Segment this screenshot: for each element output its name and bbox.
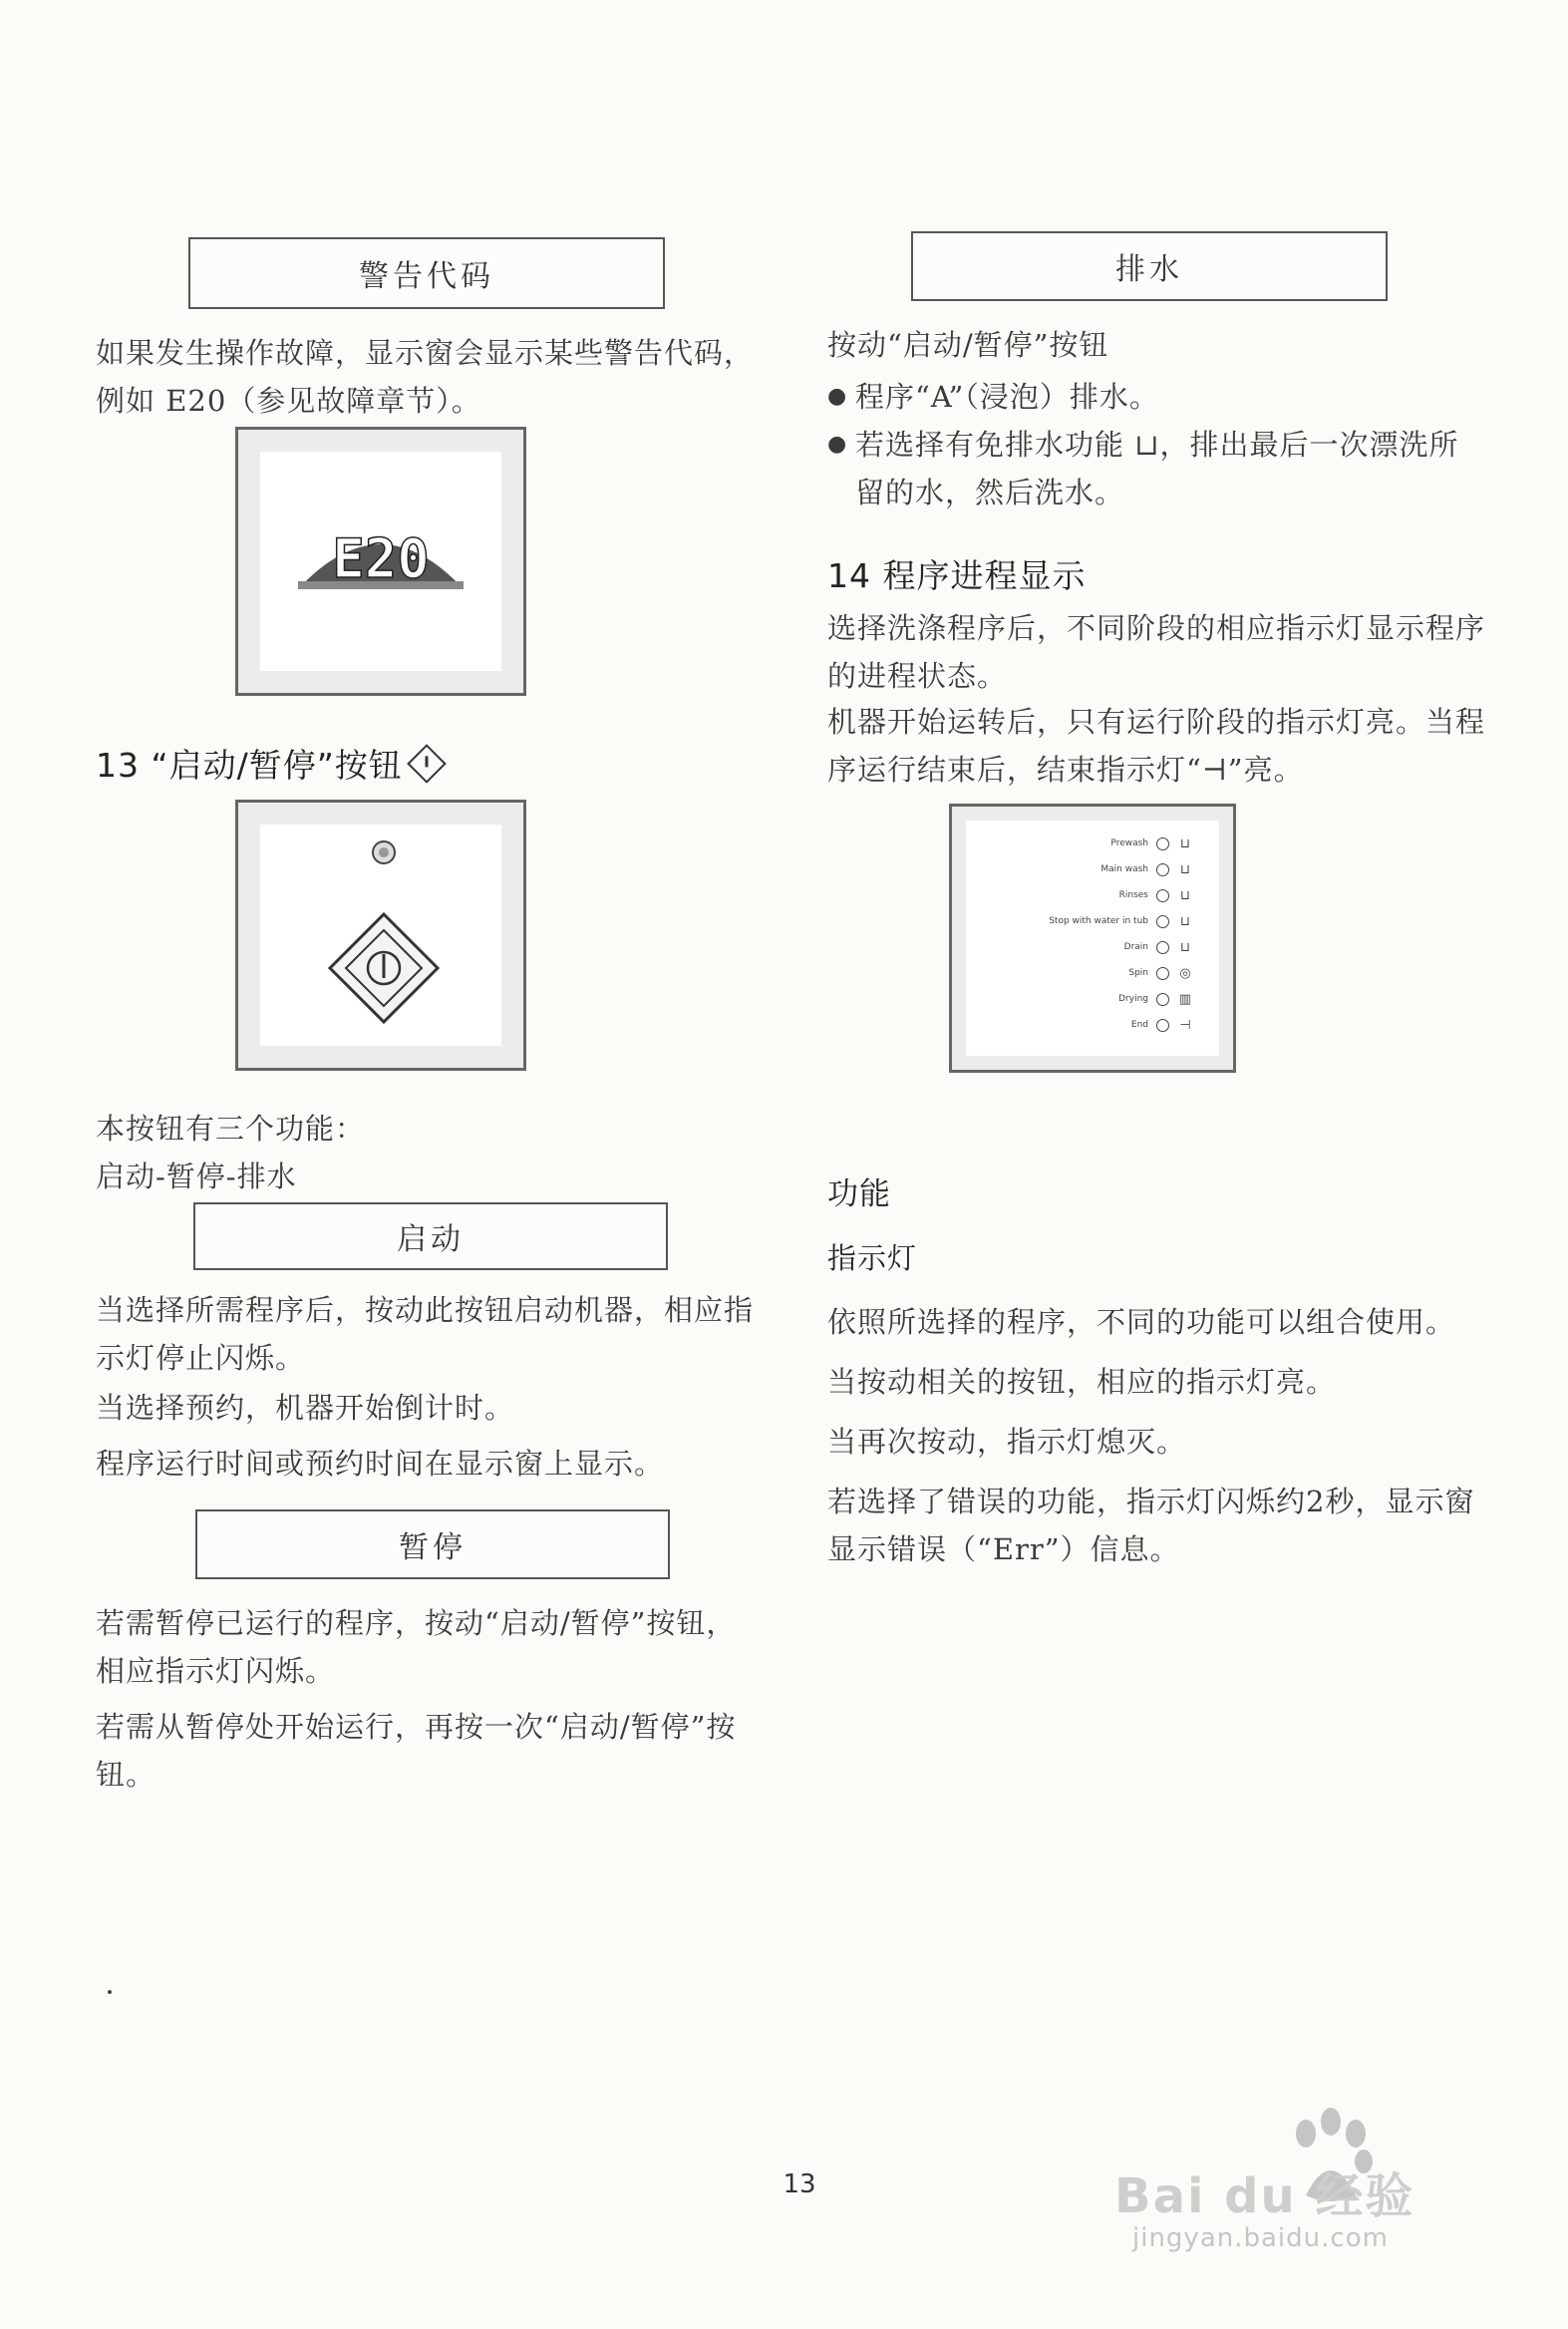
start-paragraph-2: 当选择预约，机器开始倒计时。 — [96, 1391, 515, 1425]
start-title-box — [193, 1202, 668, 1270]
button-functions-intro — [96, 1105, 694, 1200]
drain-bullet-list — [827, 373, 1485, 516]
baidu-watermark-logo-text: Bai du 经验 — [1114, 2168, 1415, 2224]
light-row-rinses — [1119, 886, 1193, 904]
indicator-light-icon — [1156, 941, 1169, 954]
button-functions-intro-line2: 启动-暂停-排水 — [96, 1160, 297, 1193]
function-paragraph-2: 当按动相关的按钮，相应的指示灯亮。 — [827, 1365, 1337, 1399]
pause-paragraph-2: 若需从暂停处开始运行，再按一次“启动/暂停”按钮。 — [96, 1710, 737, 1792]
indicator-light-icon — [1156, 837, 1169, 850]
drain-bullet-2 — [827, 421, 1485, 516]
drain-intro: 按动“启动/暂停”按钮 — [827, 328, 1109, 362]
light-label-end: End — [1130, 1020, 1148, 1030]
rinse-hold-icon: ⊔ — [1179, 913, 1191, 929]
start-title: 启动 — [397, 1222, 465, 1257]
drying-icon: ▥ — [1178, 991, 1192, 1007]
prewash-icon: ⊔ — [1179, 835, 1191, 851]
progress-paragraph-2: 机器开始运转后，只有运行阶段的指示灯亮。当程序运行结束后，结束指示灯“⊣”亮。 — [827, 705, 1486, 787]
indicator-light-icon — [1156, 967, 1169, 980]
e20-display-figure — [235, 427, 526, 696]
drain-icon: ⊔ — [1179, 939, 1191, 955]
warning-codes-title: 警告代码 — [359, 259, 494, 294]
light-label-drying: Drying — [1118, 994, 1148, 1004]
program-progress-panel — [949, 804, 1236, 1073]
page-number: 13 — [783, 2169, 816, 2199]
indicator-light-icon — [1156, 889, 1169, 902]
rinses-icon: ⊔ — [1179, 887, 1191, 903]
light-row-drying — [1118, 990, 1193, 1008]
pause-title-box — [195, 1509, 670, 1579]
start-pause-icon — [407, 744, 447, 784]
indicator-light-heading: 指示灯 — [827, 1241, 918, 1275]
function-paragraph-1: 依照所选择的程序，不同的功能可以组合使用。 — [827, 1305, 1456, 1339]
start-pause-button-graphic — [238, 803, 523, 1068]
warning-codes-title-box — [188, 237, 665, 309]
indicator-light-icon — [1156, 915, 1169, 928]
light-label-main-wash: Main wash — [1100, 864, 1148, 874]
light-label-spin: Spin — [1128, 968, 1148, 978]
end-icon: ⊣ — [1179, 1017, 1191, 1033]
section-13-heading — [96, 740, 441, 787]
light-label-rinses: Rinses — [1118, 890, 1148, 900]
light-row-rinse-hold — [1049, 912, 1193, 930]
indicator-light-icon — [1156, 1019, 1169, 1032]
function-paragraph-3: 当再次按动，指示灯熄灭。 — [827, 1425, 1187, 1459]
light-label-prewash: Prewash — [1110, 838, 1148, 848]
drain-title-box — [911, 231, 1388, 301]
start-pause-icon-bar — [425, 756, 428, 767]
indicator-light-icon — [1156, 993, 1169, 1006]
start-pause-button-figure — [235, 800, 526, 1071]
progress-lights — [952, 807, 1233, 1070]
section-13-heading-text: 13 “启动/暂停”按钮 — [96, 746, 403, 785]
baidu-watermark — [1114, 2104, 1493, 2253]
light-row-drain — [1124, 938, 1193, 956]
indicator-light-icon — [1156, 863, 1169, 876]
button-functions-intro-line1: 本按钮有三个功能： — [96, 1112, 366, 1146]
e20-code-text: E20 — [332, 527, 430, 590]
light-row-spin — [1128, 964, 1193, 982]
bullet-dot-icon: ● — [827, 384, 848, 409]
section-14-heading: 14 程序进程显示 — [827, 556, 1087, 595]
drain-title: 排水 — [1115, 252, 1183, 287]
start-paragraph-1: 当选择所需程序后，按动此按钮启动机器，相应指示灯停止闪烁。 — [96, 1293, 755, 1375]
drain-bullet-1 — [827, 373, 1485, 421]
start-paragraph-3: 程序运行时间或预约时间在显示窗上显示。 — [96, 1447, 665, 1481]
progress-paragraph-1: 选择洗涤程序后，不同阶段的相应指示灯显示程序的进程状态。 — [827, 611, 1486, 693]
stray-dot — [108, 1990, 112, 1994]
light-label-rinse-hold: Stop with water in tub — [1049, 916, 1148, 926]
light-label-drain: Drain — [1123, 942, 1148, 952]
warning-codes-paragraph: 如果发生操作故障，显示窗会显示某些警告代码，例如 E20（参见故障章节）。 — [96, 336, 755, 418]
function-paragraph-4: 若选择了错误的功能，指示灯闪烁约2秒，显示窗显示错误（“Err”）信息。 — [827, 1485, 1475, 1566]
drain-bullet-1-text: 程序“A”（浸泡）排水。 — [855, 380, 1159, 414]
pause-paragraph-1: 若需暂停已运行的程序，按动“启动/暂停”按钮，相应指示灯闪烁。 — [96, 1606, 737, 1688]
pause-title: 暂停 — [399, 1530, 467, 1565]
bullet-dot-icon: ● — [827, 432, 848, 457]
e20-display-graphic — [238, 430, 523, 693]
light-row-main-wash — [1100, 860, 1193, 878]
drain-bullet-2-text: 若选择有免排水功能 ⊔，排出最后一次漂洗所留的水，然后洗水。 — [855, 428, 1459, 509]
light-row-prewash — [1110, 834, 1193, 852]
light-row-end — [1131, 1016, 1193, 1034]
baidu-watermark-url: jingyan.baidu.com — [1132, 2223, 1389, 2253]
main-wash-icon: ⊔ — [1179, 861, 1191, 877]
spin-icon: ◎ — [1179, 965, 1191, 981]
function-heading: 功能 — [827, 1176, 891, 1212]
